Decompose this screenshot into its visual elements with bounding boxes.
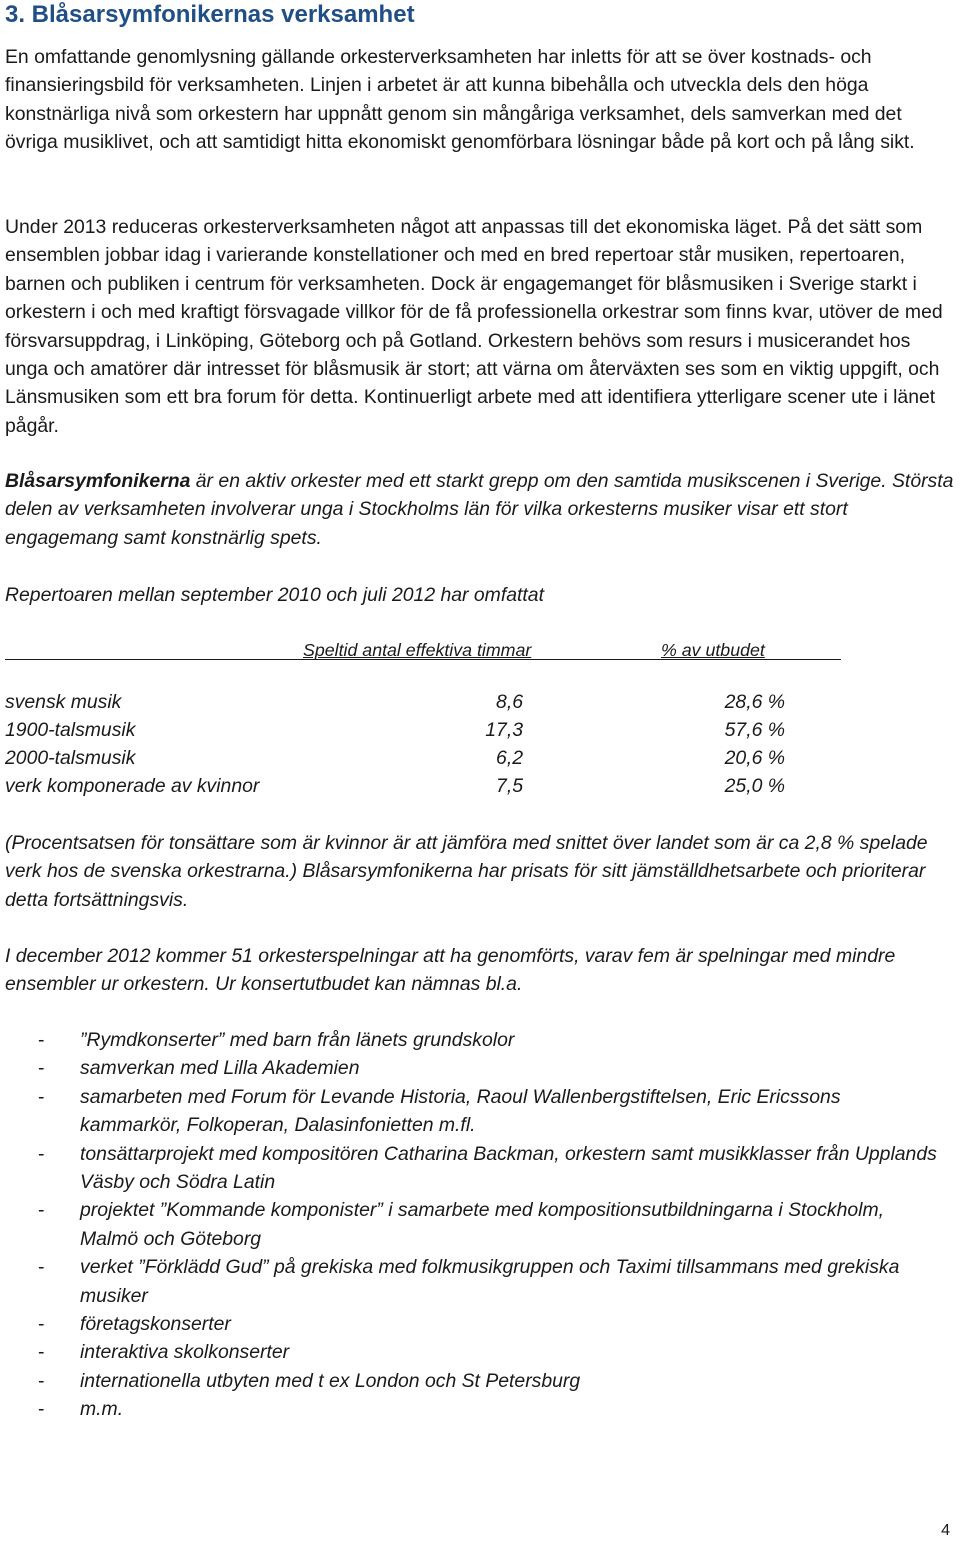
row-hours: 17,3 <box>485 719 523 741</box>
table-header-hours: Speltid antal effektiva timmar <box>303 640 532 660</box>
list-item-text: tonsättarprojekt med kompositören Catharina Backman, orkestern samt musikklasser från Upplands Väsby och Södra Latin <box>80 1142 937 1194</box>
list-item-text: verket ”Förklädd Gud” på grekiska med folkmusikgruppen och Taximi tillsammans med grekiska musiker <box>80 1256 900 1307</box>
list-item <box>0 1196 940 1253</box>
row-label: 2000-talsmusik <box>5 747 136 769</box>
list-item <box>0 1367 940 1395</box>
list-dash: - <box>38 1398 45 1421</box>
list-dash: - <box>38 1142 45 1165</box>
list-item-text: projektet ”Kommande komponister” i samarbete med kompositionsutbildningarna i Stockholm, Malmö och Göteborg <box>80 1199 885 1250</box>
paragraph-2013: Under 2013 reduceras orkesterverksamheten något att anpassas till det ekonomiska läget. På det sätt som ensemblen jobbar idag i varierande konstellationer och med en bred repertoar står musiken, repertoaren, barnen och publiken i centrum för verksamheten. Dock är engagemanget för blåsmusiken i Sverige starkt i orkestern i och med kraftigt försvagade villkor för de få professionella orkestrar som finns kvar, utöver de med försvarsuppdrag, i Linköping, Göteborg och på Gotland. Orkestern behövs som resurs i musicerandet hos unga och amatörer där intresset för blåsmusik är stort; att värna om återväxten ses som en viktig uppgift, och Länsmusiken som ett bra forum för detta. Kontinuerligt arbete med att identifiera ytterligare scener ute i länet pågår. <box>5 216 943 437</box>
paragraph-intro: En omfattande genomlysning gällande orkesterverksamheten har inletts för att se över kostnads- och finansieringsbild för verksamheten. Linjen i arbetet är att kunna bibehålla och utveckla dels den höga konstnärliga nivå som orkestern har uppnått genom sin mångåriga verksamhet, dels samverkan med det övriga musiklivet, och att samtidigt hitta ekonomiskt genomförbara lösningar både på kort och på lång sikt. <box>5 46 915 154</box>
list-item-text: samverkan med Lilla Akademien <box>80 1057 360 1080</box>
list-item <box>0 1395 940 1423</box>
section-heading: 3. Blåsarsymfonikernas verksamhet <box>5 1 415 28</box>
row-percent: 28,6 % <box>724 691 785 713</box>
row-percent: 25,0 % <box>724 775 785 797</box>
list-item <box>0 1083 940 1140</box>
list-dash: - <box>38 1256 45 1279</box>
table-row <box>5 772 805 800</box>
table-row <box>5 716 805 744</box>
row-label: svensk musik <box>5 691 122 713</box>
list-item-text: samarbeten med Forum för Levande Historia, Raoul Wallenbergstiftelsen, Eric Ericssons kammarkör, Folkoperan, Dalasinfonietten m.fl. <box>80 1085 841 1137</box>
row-hours: 7,5 <box>496 775 523 797</box>
row-hours: 6,2 <box>496 747 523 769</box>
list-dash: - <box>38 1029 45 1051</box>
row-percent: 57,6 % <box>724 719 785 741</box>
row-hours: 8,6 <box>496 691 523 713</box>
table-header-rule <box>5 659 841 660</box>
list-item <box>0 1054 940 1082</box>
list-dash: - <box>38 1085 45 1108</box>
list-item-text: företagskonserter <box>80 1313 231 1336</box>
page-number: 4 <box>941 1522 950 1539</box>
table-header-percent: % av utbudet <box>661 640 765 660</box>
list-item <box>0 1026 940 1054</box>
row-label: verk komponerade av kvinnor <box>5 775 260 797</box>
table-row <box>5 744 805 772</box>
concert-list <box>0 1026 960 1424</box>
list-dash: - <box>38 1313 45 1336</box>
list-item <box>0 1338 940 1366</box>
list-dash: - <box>38 1057 45 1080</box>
paragraph-repertoire: Repertoaren mellan september 2010 och juli 2012 har omfattat <box>5 584 544 606</box>
list-item-text: m.m. <box>80 1398 124 1421</box>
list-item <box>0 1253 940 1310</box>
row-label: 1900-talsmusik <box>5 719 136 741</box>
list-dash: - <box>38 1341 45 1364</box>
list-item-text: ”Rymdkonserter” med barn från länets grundskolor <box>80 1029 515 1051</box>
list-item-text: internationella utbyten med t ex London och St Petersburg <box>80 1369 581 1392</box>
list-dash: - <box>38 1199 45 1222</box>
paragraph-concerts: I december 2012 kommer 51 orkesterspelningar att ha genomförts, varav fem är spelningar med mindre ensembler ur orkestern. Ur konsertutbudet kan nämnas bl.a. <box>5 945 896 996</box>
list-item <box>0 1310 940 1338</box>
orchestra-description: är en aktiv orkester med ett starkt grepp om den samtida musikscenen i Sverige. Största delen av verksamheten involverar unga i Stockholms län för vilka orkesterns musiker visar ett stort engagemang samt konstnärlig spets. <box>5 470 954 549</box>
paragraph-gender-note: (Procentsatsen för tonsättare som är kvinnor är att jämföra med snittet över landet som är ca 2,8 % spelade verk hos de svenska orkestrarna.) Blåsarsymfonikerna har prisats för sitt jämställdhetsarbete och prioriterar detta fortsättningsvis. <box>5 832 928 911</box>
list-item-text: interaktiva skolkonserter <box>80 1341 290 1364</box>
list-dash: - <box>38 1369 45 1392</box>
paragraph-orchestra <box>5 467 955 552</box>
orchestra-name: Blåsarsymfonikerna <box>5 470 191 492</box>
list-item <box>0 1140 940 1197</box>
row-percent: 20,6 % <box>724 747 785 769</box>
table-row <box>5 688 805 716</box>
